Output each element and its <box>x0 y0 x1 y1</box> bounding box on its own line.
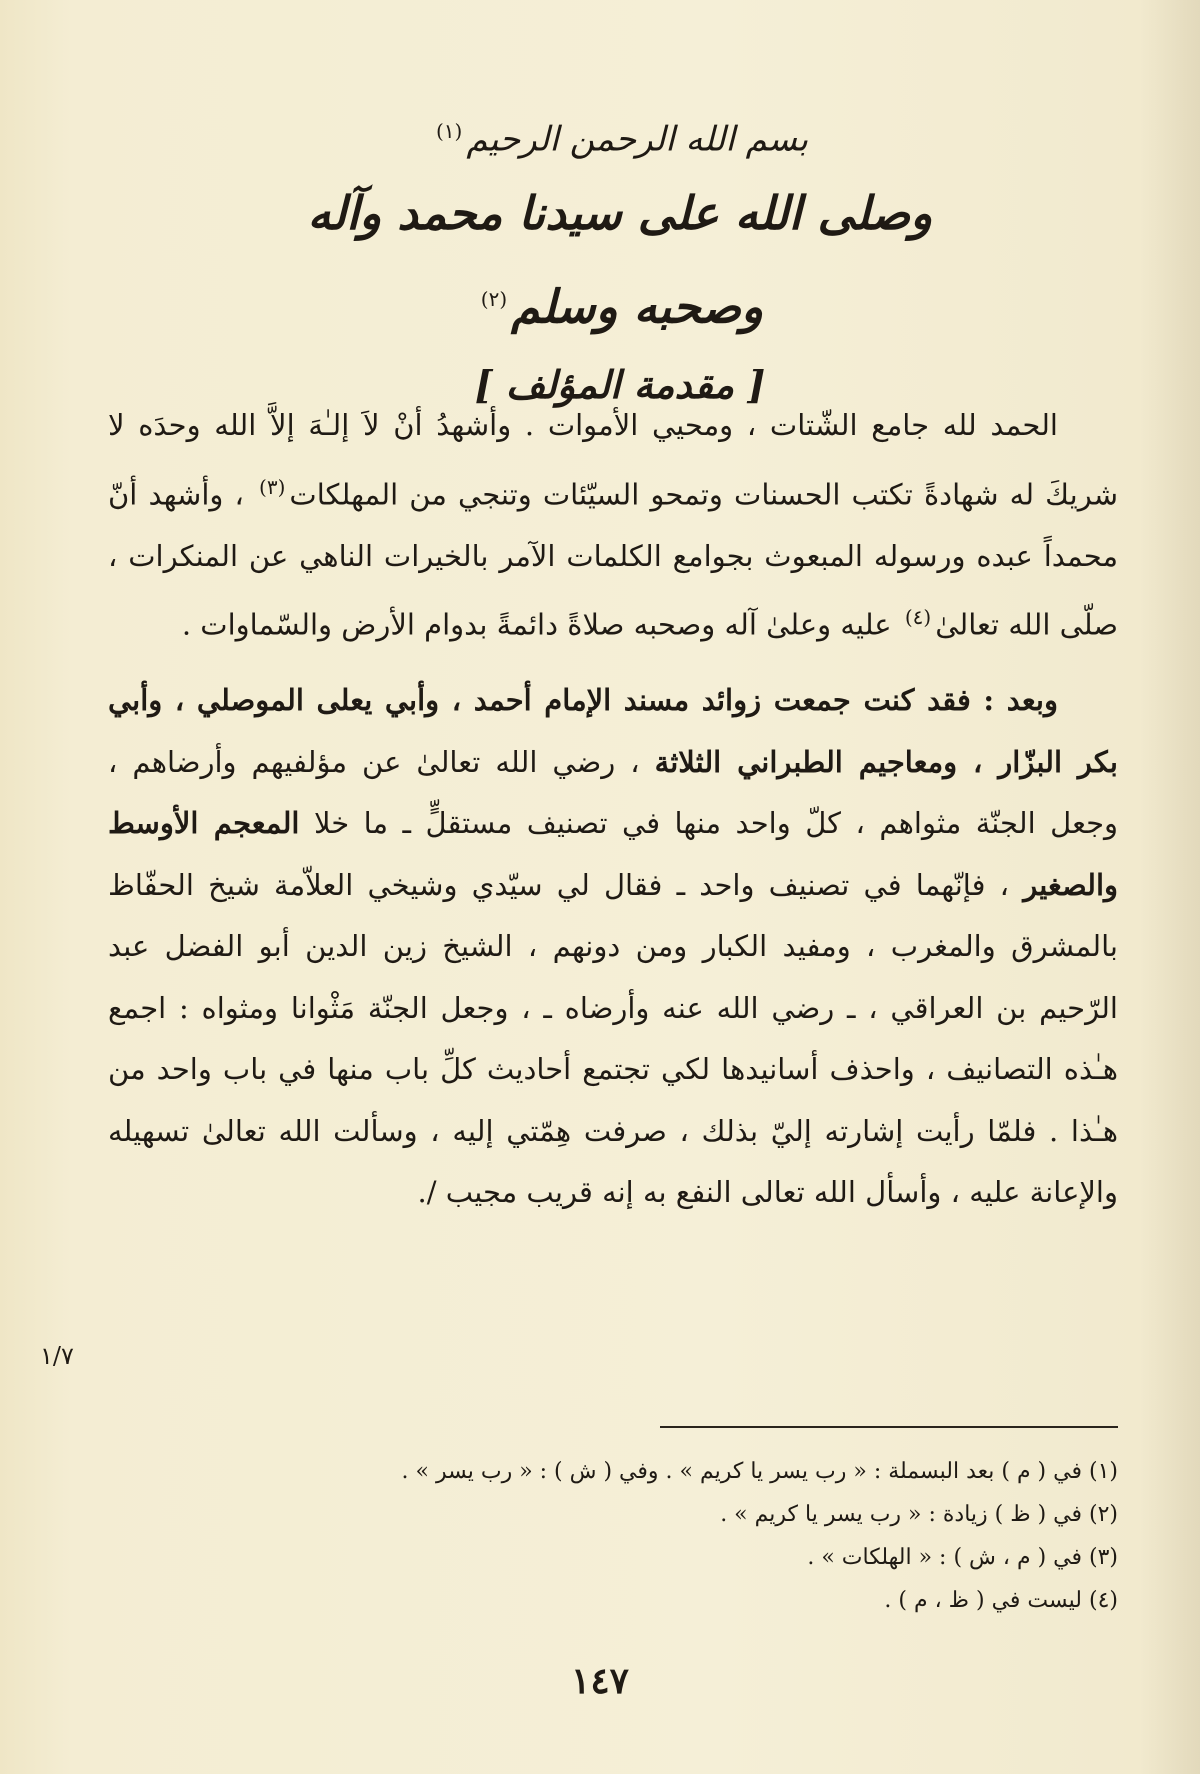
paragraph-opening-part2: ، وأشهد أنّ محمداً عبده ورسوله المبعوث بجوامع الكلمات الآمر بالخيرات الناهي عن المنكرات ، صلّى الله تعالىٰ <box>108 477 1118 642</box>
preface-intro-bold: وبعد : فقد كنت جمعت زوائد مسند الإمام أحمد ، وأبي يعلى الموصلي ، وأبي بكر البزّار ، ومعاجيم الطبراني الثلاثة <box>108 683 1118 779</box>
main-text <box>108 395 1118 1224</box>
salawat-footnote-marker: (٢) <box>480 287 508 312</box>
margin-reference: ١/٧ <box>40 1342 74 1370</box>
footnote-divider <box>660 1426 1118 1428</box>
salawat-heading <box>300 170 940 349</box>
paragraph-opening <box>108 395 1118 656</box>
footnote-item: (٢) في ( ظ ) زيادة : « رب يسر يا كريم » . <box>720 1502 1118 1527</box>
basmala-heading <box>300 100 940 170</box>
page-edge-shadow <box>1140 0 1200 1774</box>
paragraph-preface <box>108 670 1118 1224</box>
salawat-text: وصلى الله على سيدنا محمد وآله وصحبه وسلم <box>307 186 933 334</box>
paragraph-opening-part1: الحمد لله جامع الشّتات ، ومحيي الأموات . وأشهدُ أنْ لاَ إلـٰهَ إلاَّ الله وحدَه لا شريكَ له شهادةً تكتب الحسنات وتمحو السيّئات وتنجي من المهلكات <box>108 408 1118 512</box>
footnote-marker-3: (٣) <box>259 474 286 499</box>
section-title: [ مقدمة المؤلف ] <box>474 361 766 407</box>
basmala-footnote-marker: (١) <box>435 119 463 143</box>
footnote-item: (١) في ( م ) بعد البسملة : « رب يسر يا كريم » . وفي ( ش ) : « رب يسر » . <box>401 1459 1118 1484</box>
footnotes <box>200 1450 1118 1622</box>
basmala-text: بسم الله الرحمن الرحيم <box>466 119 809 160</box>
paragraph-opening-part3: عليه وعلىٰ آله وصحبه صلاةً دائمةً بدوام الأرض والسّماوات . <box>181 607 892 642</box>
page-number: ١٤٧ <box>570 1660 629 1702</box>
preface-text-1: ، رضي الله تعالىٰ عن مؤلفيهم وأرضاهم ، وجعل الجنّة مثواهم ، كلّ واحد منها في تصنيف مستقلٍّ ـ ما خلا <box>108 744 1118 841</box>
preface-text-2: ، فإنّهما في تصنيف واحد ـ فقال لي سيّدي وشيخي العلاّمة شيخ الحفّاظ بالمشرق والمغرب ، ومفيد الكبار ومن دونهم ، الشيخ زين الدين أبو الفضل عبد الرّحيم بن العراقي ، ـ رضي الله عنه وأرضاه ـ ، وجعل الجنّة مَثْوانا ومثواه : اجمع هـٰذه التصانيف ، واحذف أسانيدها لكي تجتمع أحاديث كلِّ باب منها في باب واحد من هـٰذا . فلمّا رأيت إشارته إليّ بذلك ، صرفت هِمّتي إليه ، وسألت الله تعالىٰ تسهيله والإعانة عليه ، وأسأل الله تعالى النفع به إنه قريب مجيب /. <box>108 867 1118 1210</box>
footnote-item: (٤) ليست في ( ظ ، م ) . <box>884 1588 1118 1613</box>
preface-bold-mujam: المعجم الأوسط والصغير <box>108 806 1119 902</box>
footnote-marker-4: (٤) <box>904 605 932 630</box>
page-header <box>300 100 940 420</box>
footnote-item: (٣) في ( م ، ش ) : « الهلكات » . <box>807 1545 1118 1570</box>
